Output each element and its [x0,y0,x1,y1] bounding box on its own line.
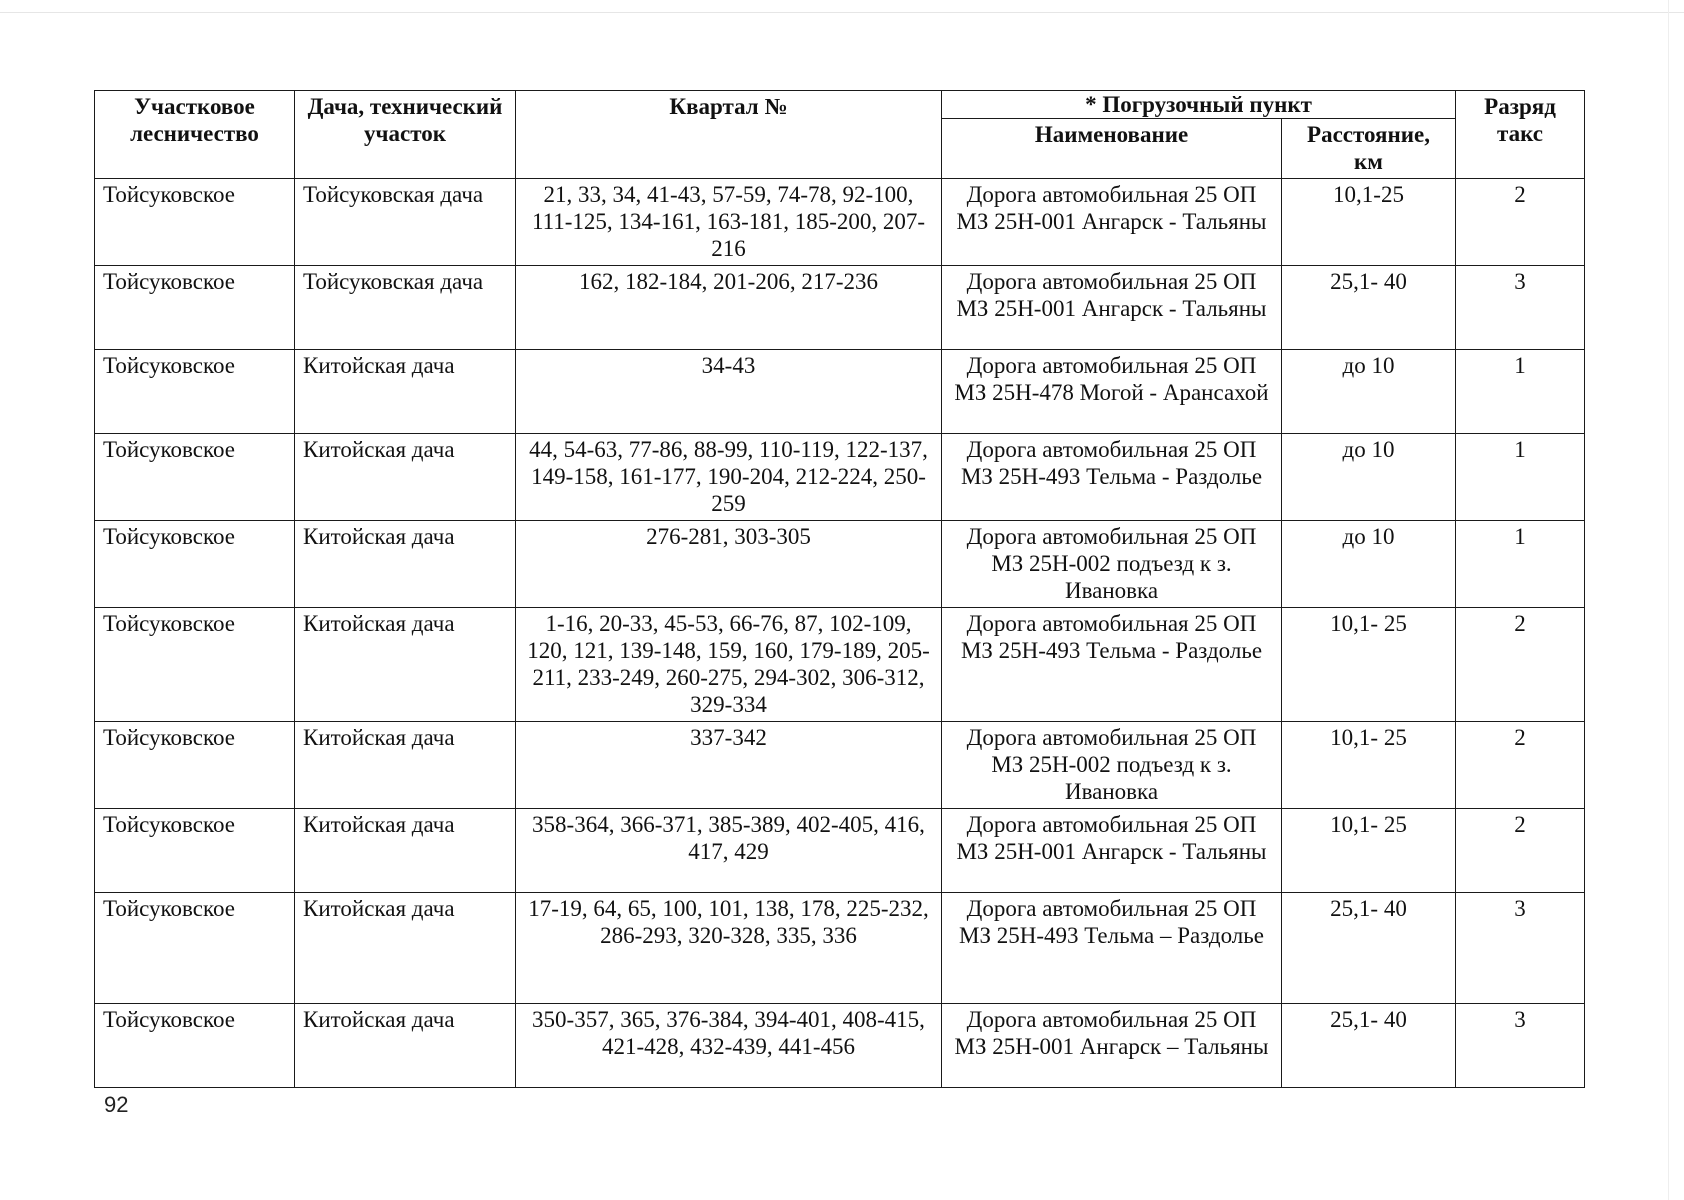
cell-dacha: Китойская дача [295,521,516,608]
table-row [95,179,1585,266]
cell-name: Дорога автомобильная 25 ОП МЗ 25Н-001 Ангарск – Тальяны [942,1004,1282,1088]
cell-forestry: Тойсуковское [95,434,295,521]
cell-forestry: Тойсуковское [95,809,295,893]
table-header [95,91,1585,179]
loading-points-table [94,90,1585,1088]
header-distance: Расстояние, км [1282,119,1456,179]
header-row-top [95,91,1585,119]
table-row [95,893,1585,1004]
table-row [95,809,1585,893]
cell-distance: 10,1- 25 [1282,608,1456,722]
cell-distance: до 10 [1282,350,1456,434]
header-forestry: Участковое лесничество [95,91,295,179]
cell-name: Дорога автомобильная 25 ОП МЗ 25Н-493 Тельма - Раздолье [942,608,1282,722]
cell-distance: 25,1- 40 [1282,893,1456,1004]
cell-rank: 3 [1456,893,1585,1004]
page-top-rule [0,12,1684,13]
page-right-rule [1668,0,1669,1200]
cell-dacha: Китойская дача [295,893,516,1004]
cell-forestry: Тойсуковское [95,521,295,608]
header-loading-point: * Погрузочный пункт [942,91,1456,119]
cell-rank: 1 [1456,434,1585,521]
table-row [95,1004,1585,1088]
table-row [95,722,1585,809]
cell-rank: 3 [1456,266,1585,350]
cell-forestry: Тойсуковское [95,608,295,722]
cell-name: Дорога автомобильная 25 ОП МЗ 25Н-002 подъезд к з. Ивановка [942,521,1282,608]
cell-quarters: 34-43 [516,350,942,434]
cell-rank: 2 [1456,179,1585,266]
cell-rank: 3 [1456,1004,1585,1088]
cell-quarters: 21, 33, 34, 41-43, 57-59, 74-78, 92-100, 111-125, 134-161, 163-181, 185-200, 207-216 [516,179,942,266]
cell-dacha: Китойская дача [295,722,516,809]
cell-forestry: Тойсуковское [95,266,295,350]
cell-rank: 2 [1456,809,1585,893]
cell-forestry: Тойсуковское [95,350,295,434]
cell-quarters: 1-16, 20-33, 45-53, 66-76, 87, 102-109, 120, 121, 139-148, 159, 160, 179-189, 205-211, 233-249, 260-275, 294-302, 306-312, 329-334 [516,608,942,722]
cell-quarters: 44, 54-63, 77-86, 88-99, 110-119, 122-137, 149-158, 161-177, 190-204, 212-224, 250-259 [516,434,942,521]
cell-name: Дорога автомобильная 25 ОП МЗ 25Н-001 Ангарск - Тальяны [942,266,1282,350]
table-row [95,608,1585,722]
header-dacha: Дача, технический участок [295,91,516,179]
cell-name: Дорога автомобильная 25 ОП МЗ 25Н-001 Ангарск - Тальяны [942,179,1282,266]
cell-rank: 1 [1456,350,1585,434]
table-row [95,266,1585,350]
cell-distance: 10,1- 25 [1282,809,1456,893]
cell-quarters: 276-281, 303-305 [516,521,942,608]
cell-name: Дорога автомобильная 25 ОП МЗ 25Н-478 Могой - Арансахой [942,350,1282,434]
cell-name: Дорога автомобильная 25 ОП МЗ 25Н-001 Ангарск - Тальяны [942,809,1282,893]
table-row [95,350,1585,434]
cell-quarters: 350-357, 365, 376-384, 394-401, 408-415, 421-428, 432-439, 441-456 [516,1004,942,1088]
page-number: 92 [104,1092,129,1117]
cell-quarters: 358-364, 366-371, 385-389, 402-405, 416, 417, 429 [516,809,942,893]
table-row [95,434,1585,521]
cell-distance: 10,1- 25 [1282,722,1456,809]
cell-name: Дорога автомобильная 25 ОП МЗ 25Н-002 подъезд к з. Ивановка [942,722,1282,809]
table-body [95,179,1585,1088]
header-rank: Разряд такс [1456,91,1585,179]
cell-dacha: Тойсуковская дача [295,179,516,266]
cell-dacha: Китойская дача [295,350,516,434]
cell-distance: 10,1-25 [1282,179,1456,266]
cell-name: Дорога автомобильная 25 ОП МЗ 25Н-493 Тельма - Раздолье [942,434,1282,521]
cell-forestry: Тойсуковское [95,893,295,1004]
cell-dacha: Тойсуковская дача [295,266,516,350]
header-quarter: Квартал № [516,91,942,179]
header-name: Наименование [942,119,1282,179]
cell-dacha: Китойская дача [295,608,516,722]
cell-quarters: 17-19, 64, 65, 100, 101, 138, 178, 225-232, 286-293, 320-328, 335, 336 [516,893,942,1004]
cell-forestry: Тойсуковское [95,722,295,809]
cell-forestry: Тойсуковское [95,179,295,266]
cell-distance: 25,1- 40 [1282,1004,1456,1088]
cell-rank: 2 [1456,722,1585,809]
cell-dacha: Китойская дача [295,809,516,893]
cell-quarters: 162, 182-184, 201-206, 217-236 [516,266,942,350]
table-row [95,521,1585,608]
cell-forestry: Тойсуковское [95,1004,295,1088]
cell-distance: 25,1- 40 [1282,266,1456,350]
cell-quarters: 337-342 [516,722,942,809]
cell-rank: 2 [1456,608,1585,722]
cell-dacha: Китойская дача [295,434,516,521]
cell-dacha: Китойская дача [295,1004,516,1088]
cell-distance: до 10 [1282,434,1456,521]
cell-distance: до 10 [1282,521,1456,608]
cell-name: Дорога автомобильная 25 ОП МЗ 25Н-493 Тельма – Раздолье [942,893,1282,1004]
cell-rank: 1 [1456,521,1585,608]
